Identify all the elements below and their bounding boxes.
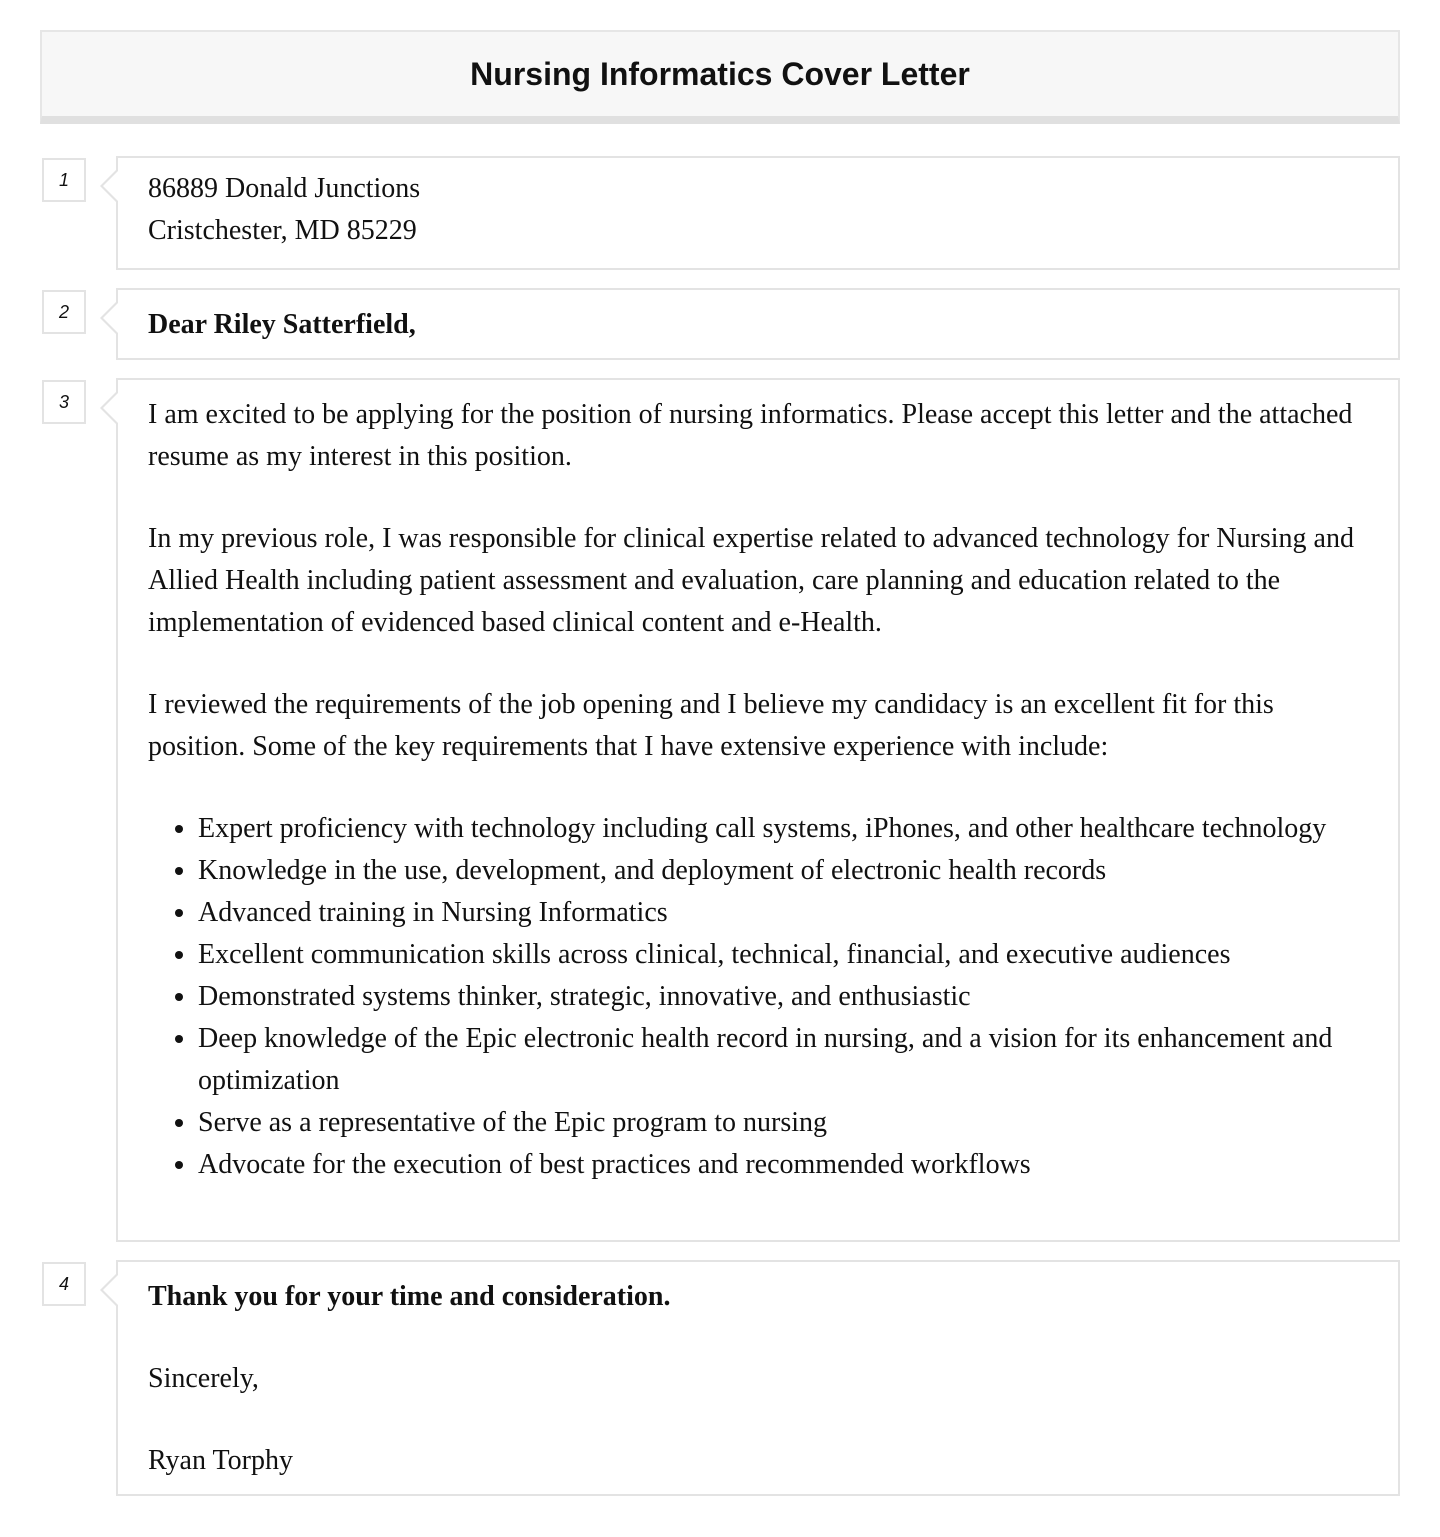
thanks-line: Thank you for your time and consideration. (148, 1281, 671, 1312)
section-number: 3 (42, 380, 86, 424)
list-item: • Excellent communication skills across clinical, technical, financial, and executive audiences (198, 934, 1368, 976)
address-line-2: Cristchester, MD 85229 (148, 215, 417, 246)
closing-card (116, 1260, 1400, 1496)
list-item: • Expert proficiency with technology including call systems, iPhones, and other healthcare technology (198, 808, 1368, 850)
list-item: • Demonstrated systems thinker, strategic, innovative, and enthusiastic (198, 976, 1368, 1018)
list-item: • Serve as a representative of the Epic program to nursing (198, 1102, 1368, 1144)
salutation-card (116, 288, 1400, 360)
section-number: 4 (42, 1262, 86, 1306)
body-card (116, 378, 1400, 1242)
signature: Ryan Torphy (148, 1445, 293, 1476)
section-number: 1 (42, 158, 86, 202)
list-item: • Advocate for the execution of best practices and recommended workflows (198, 1144, 1368, 1186)
list-item: • Deep knowledge of the Epic electronic health record in nursing, and a vision for its enhancement and optimization (198, 1018, 1368, 1102)
list-item: • Advanced training in Nursing Informatics (198, 892, 1368, 934)
list-item: • Knowledge in the use, development, and deployment of electronic health records (198, 850, 1368, 892)
requirements-list (148, 808, 1368, 1186)
page-title: Nursing Informatics Cover Letter (470, 55, 970, 92)
body-paragraph-3: I reviewed the requirements of the job opening and I believe my candidacy is an excellent fit for this position. Some of the key requirements that I have extensive experience with include: (148, 689, 1274, 762)
closing-line: Sincerely, (148, 1363, 259, 1394)
salutation: Dear Riley Satterfield, (148, 309, 416, 340)
address-line-1: 86889 Donald Junctions (148, 173, 421, 204)
title-bar (40, 30, 1400, 124)
body-paragraph-1: I am excited to be applying for the position of nursing informatics. Please accept this letter and the attached resume as my interest in this position. (148, 399, 1353, 472)
body-paragraph-2: In my previous role, I was responsible for clinical expertise related to advanced technology for Nursing and Allied Health including patient assessment and evaluation, care planning and education related to the implementation of evidenced based clinical content and e-Health. (148, 523, 1354, 638)
address-card (116, 156, 1400, 270)
section-number: 2 (42, 290, 86, 334)
